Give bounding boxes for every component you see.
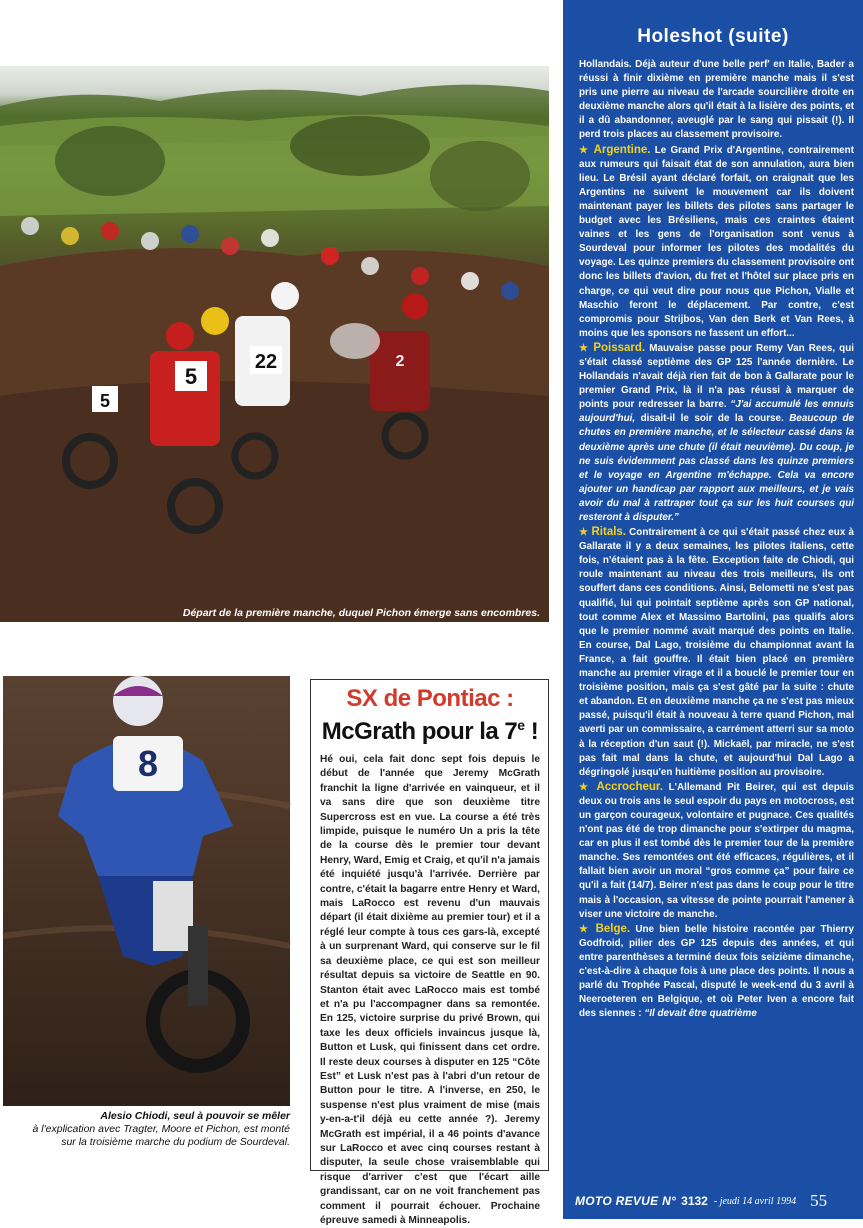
section-text: Mauvaise passe pour Remy Van Rees, qui s'était classé septième des GP 125 l'année dernière. Le Hollandais n'avait déjà rien fait de bon à Gallarate pour le premier Grand Prix, là il n'a pas réussi à marquer de points pour redresser la barre. xyxy=(579,342,854,411)
plate-number: 5 xyxy=(184,364,198,389)
plate-number: 22 xyxy=(254,351,278,373)
caption-text: à l'explication avec Tragter, Moore et Pichon, est monté sur la troisième marche du podium de Sourdeval. xyxy=(32,1123,290,1148)
chiodi-photo xyxy=(3,676,290,1106)
column-body xyxy=(579,58,854,1021)
race-start-illustration xyxy=(0,66,549,622)
section-keyword: Poissard. xyxy=(593,341,646,354)
sx-title-line1: SX de Pontiac : xyxy=(346,685,514,712)
section-keyword: Ritals. xyxy=(591,526,626,539)
sx-pontiac-box xyxy=(310,679,549,1226)
issue-number: 3132 xyxy=(681,1194,708,1208)
section-poissard xyxy=(579,341,854,525)
star-icon: ★ xyxy=(579,342,590,354)
column-intro: Hollandais. Déjà auteur d'une belle perf' en Italie, Bader a réussi à finir dixième en première manche mais il s'est pris une pierre au niveau de l'arcade sourcilière droite en deuxième manche alors qu'il était à la lisière des points, et il a dû abandonner, aveuglé par le sang qui pissait (!). Il perd trois places au classement provisoire. xyxy=(579,59,854,141)
section-quote: “J'ai accumulé les ennuis aujourd'hui, xyxy=(579,399,854,425)
section-keyword: Accrocheur. xyxy=(596,780,663,793)
star-icon: ★ xyxy=(579,527,589,539)
plate-number: 5 xyxy=(99,391,111,411)
section-keyword: Argentine. xyxy=(593,143,651,156)
plate-number: 2 xyxy=(395,353,405,370)
section-belge xyxy=(579,922,854,1022)
magazine-name: MOTO REVUE N° xyxy=(575,1194,677,1208)
section-text-after: disait-il le soir de la course. xyxy=(635,413,790,425)
chiodi-caption xyxy=(30,1110,290,1149)
section-argentine xyxy=(579,143,854,341)
page-number: 55 xyxy=(810,1191,828,1210)
sx-title-end: ! xyxy=(524,718,539,745)
caption-lead: Départ de la première manche, duquel Pichon émerge sans encombres. xyxy=(182,607,540,619)
holeshot-column xyxy=(563,0,863,1219)
sx-article-body: Hé oui, cela fait donc sept fois depuis le début de l'année que Jeremy McGrath franchit la ligne d'arrivée en vainqueur, et il va sans dire que son deuxième titre Supercross est en vue. La course a été très limpide, puisque le numéro Un a pris la tête de la course dès le premier tour devant Henry, Ward, Emig et Craig, et qu'il n'a jamais été inquiété jusqu'à l'arrivée. Derrière par contre, c'était la bagarre entre Henry et Ward, mais LaRocco est revenu d'un mauvais départ (il était dixième au premier tour) et il a réglé leur compte à tous ces gars-là, excepté à un surprenant Ward, qui conserve sur le fil sa deuxième place, ce qui est son meilleur résultat depuis sa victoire de Seattle en 90. Stanton était avec LaRocco mais est tombé et n'a pu l'accompagner dans sa remontée. En 125, victoire surprise du privé Brown, qui taxe les deux officiels invaincus jusque là, Button et Lusk, qui finissent dans cet ordre. Il reste deux courses à disputer en 125 “Côte Est” et Lusk n'est pas à l'abri d'un retour de Button pour le titre. A l'inverse, en 250, le suspense n'est plus vraiment de mise (mais y-en-a-t'il déjà eu cette année ?). Jeremy McGrath est impérial, il a 46 points d'avance sur LaRocco et avec cinq courses restant à disputer, la seule chose vraisemblable qui risque d'arriver c'est que l'écart aille grandissant, car on ne voit franchement pas comment il pourrait échouer. Prochaine épreuve samedi à Minneapolis. xyxy=(320,754,540,1226)
column-title: Holeshot (suite) xyxy=(637,26,789,47)
section-text: Le Grand Prix d'Argentine, contrairement aux rumeurs qui faisait état de son annulation, aura bien lieu. Le Brésil ayant déclaré forfait, on craignait que les Argentins ne suivent le mouvement car ils doivent maintenant payer les billets des pilotes sans partager le budget avec les Brésiliens, mais ces craintes étaient vaines et les gens de l'organisation sont venus à Sourdeval pour informer les pilotes des modalités du voyage. Les quinze premiers du classement provisoire ont donc les billets d'avion, du fret et l'hôtel sur place pris en charge, ce qui veut dire pour nous que Pichon, Vialle et Maschio feront le déplacement. Par contre, c'est compromis pour Strijbos, Van den Berk et Van Rees, à moins que les sponsors ne fassent un effort... xyxy=(579,144,854,339)
sx-title xyxy=(320,685,540,745)
sx-title-sup: e xyxy=(517,717,525,733)
page-footer xyxy=(563,1183,863,1219)
section-ritals xyxy=(579,525,854,780)
star-icon: ★ xyxy=(579,923,591,935)
star-icon: ★ xyxy=(579,781,591,793)
section-text: Contrairement à ce qui s'était passé chez eux à Gallarate il y a deux semaines, les pilotes italiens, cette fois, n'étaient pas à la fête. Exception faite de Chiodi, qui roule maintenant au niveau des trois meilleurs, ils ont souffert dans ces conditions. Ainsi, Belometti ne s'est pas qualifié, lui qui pointait septième après son GP national, tout comme Alex et Massimo Bartolini, pas qualifs alors que le premier nommé avait marqué des points en Italie. En course, Dal Lago, troisième du championnat avant la France, a fait gouffre. Il était bien placé en première manche au premier virage et il a bouclé le premier tour en troisième position, mais ça s'est gâté par la suite : chute et abandon. Et en deuxième manche ça ne s'est pas mieux passé, puisqu'il était à nouveau à terre quand Pichon, mal averti par un commissaire, a carrément atterri sur sa moto à la réception d'un saut (!). Mickaël, par miracle, ne s'est pas fait mal dans la chute, et aujourd'hui Dal Lago a dégringolé jusqu'en huitième position au provisoire. xyxy=(579,527,854,778)
sx-title-line2 xyxy=(320,712,540,745)
top-race-photo xyxy=(0,66,549,660)
caption-text: On reconnaît de gauche à droite Kervella (71), Sweebe (62), Wilman (21), Chiodi (8, repeint par la Pich'), Dal Lago (22), Moore (76) et Vialle juste derrière Moore). Tragter est à la gauche de Moore et finira deuxième. (Photo Pascal Haudiquert). xyxy=(74,620,540,660)
sx-title-main: McGrath pour la 7 xyxy=(321,718,518,745)
section-accrocheur xyxy=(579,780,854,922)
section-keyword: Belge. xyxy=(595,922,631,935)
rider-illustration xyxy=(3,676,290,1106)
issue-date: - jeudi 14 avril 1994 xyxy=(713,1195,797,1207)
section-quote-2: Beaucoup de chutes en première manche, et le sélecteur cassé dans la deuxième après une chute (il était neuvième). Du coup, je ne suis évidemment pas classé dans les quinze premiers et le voyage en Argentine m'échappe. Cela va encore ajouter un handicap par rapport aux meilleurs, et je vais avoir du mal à rattraper tout ça sur les huit courses qui resteront à disputer.” xyxy=(579,413,854,523)
rider-number: 8 xyxy=(137,743,159,784)
section-text: Une bien belle histoire racontée par Thierry Godfroid, pilier des GP 125 depuis des années, et qui entre parenthèses a terminé deux fois seizième dimanche, c'est-à-dire à chaque fois à une place des points. Il nous a parlé du Trophée Pascal, disputé le week-end du 3 avril à Neeroeteren en Belgique, et où Peter Iven a encore fait des siennes : xyxy=(579,923,854,1020)
caption-lead: Alesio Chiodi, seul à pouvoir se mêler xyxy=(100,1110,290,1122)
section-quote: “Il devait être quatrième xyxy=(644,1008,757,1020)
top-photo-caption xyxy=(70,607,540,661)
star-icon: ★ xyxy=(579,144,590,156)
section-text: L'Allemand Pit Beirer, qui est depuis deux ou trois ans le seul espoir du pays en motocross, est un garçon courageux, volontaire et pugnace. Ces qualités n'ont pas été de trop dimanche pour s'extirper du magma, car en plus il est tombé dès le premier tour de la première manche. Ses remontées ont été efficaces, régulières, et il fallait bien avoir un moral “gros comme ça” pour faire ce qu'il a fait (14/7). Beirer n'est pas dans le coup pour le titre mais à l'occasion, sa vitesse de pointe pourrait l'amener à viser une victoire de manche. xyxy=(579,781,854,920)
